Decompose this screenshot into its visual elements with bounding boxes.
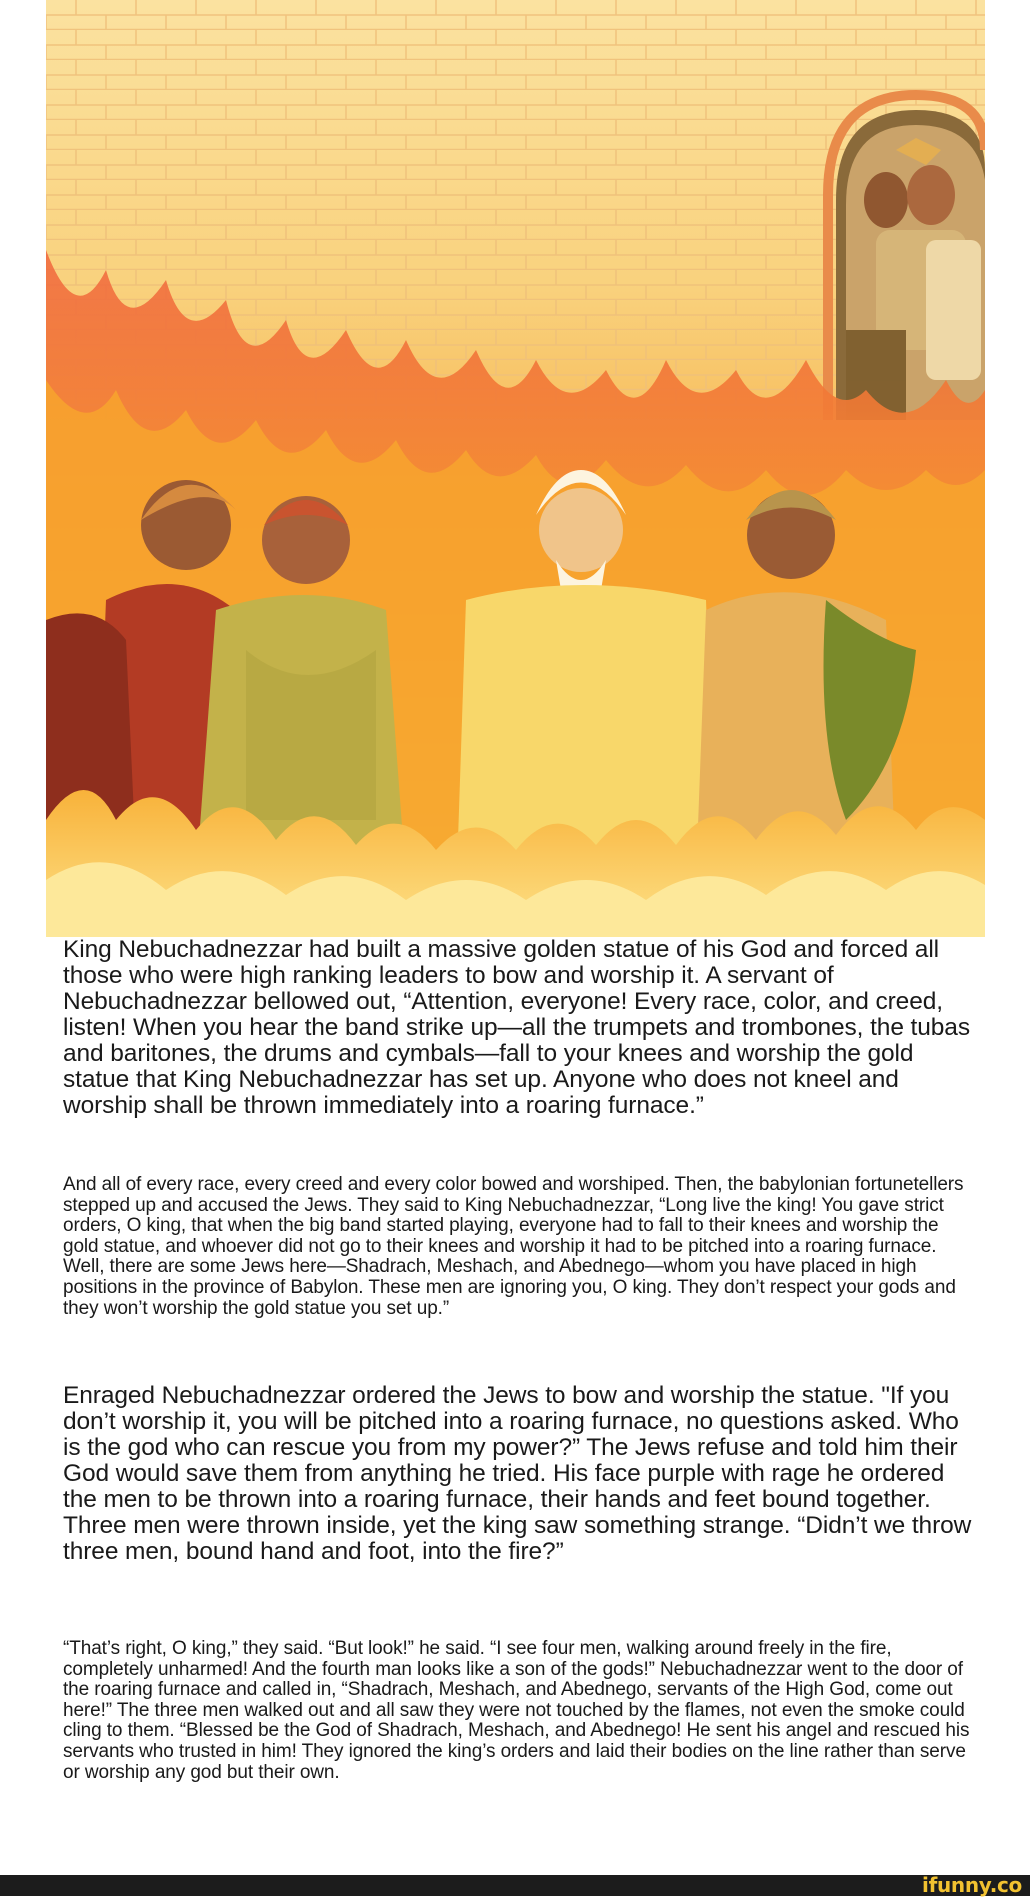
rescue-paragraph: “That’s right, O king,” they said. “But look!” he said. “I see four men, walking around freely in the fire, completely unharmed! And the fourth man looks like a son of the gods!” Nebuchadnezzar went to the door of the roaring furnace and called in, “Shadrach, Meshach, and Abednego, servants of the High God, come out here!” The three men walked out and all saw they were not touched by the flames, not even the smoke could cling to them. “Blessed be the God of Shadrach, Meshach, and Abednego! He sent his angel and rescued his servants who trusted in him! They ignored the king’s orders and laid their bodies on the line rather than serve or worship any god but their own. bbox=[63, 1638, 970, 1783]
watermark-bar bbox=[0, 1875, 1030, 1896]
intro-paragraph: King Nebuchadnezzar had built a massive golden statue of his God and forced all those who were high ranking leaders to bow and worship it. A servant of Nebuchadnezzar bellowed out, “Attention, everyone! Every race, color, and creed, listen! When you hear the band strike up—all the trumpets and trombones, the tubas and baritones, the drums and cymbals—fall to your knees and worship the gold statue that King Nebuchadnezzar has set up. Anyone who does not kneel and worship shall be thrown immediately into a roaring furnace.” bbox=[63, 936, 970, 1119]
furnace-illustration bbox=[46, 0, 985, 937]
furnace-paragraph: Enraged Nebuchadnezzar ordered the Jews to bow and worship the statue. "If you don’t worship it, you will be pitched into a roaring furnace, no questions asked. Who is the god who can rescue you from my power?” The Jews refuse and told him their God would save them from anything he tried. His face purple with rage he ordered the men to be thrown into a roaring furnace, their hands and feet bound together. Three men were thrown inside, yet the king saw something strange. “Didn’t we throw three men, bound hand and foot, into the fire?” bbox=[63, 1382, 972, 1565]
accusation-paragraph: And all of every race, every creed and every color bowed and worshiped. Then, the babylonian fortunetellers stepped up and accused the Jews. They said to King Nebuchadnezzar, “Long live the king! You gave strict orders, O king, that when the big band started playing, everyone had to fall to their knees and worship the gold statue, and whoever did not go to their knees and worship it had to be pitched into a roaring furnace. Well, there are some Jews here—Shadrach, Meshach, and Abednego—whom you have placed in high positions in the province of Babylon. These men are ignoring you, O king. They don’t respect your gods and they won’t worship the gold statue you set up.” bbox=[63, 1174, 964, 1319]
ifunny-watermark: ifunny.co bbox=[922, 1873, 1022, 1897]
